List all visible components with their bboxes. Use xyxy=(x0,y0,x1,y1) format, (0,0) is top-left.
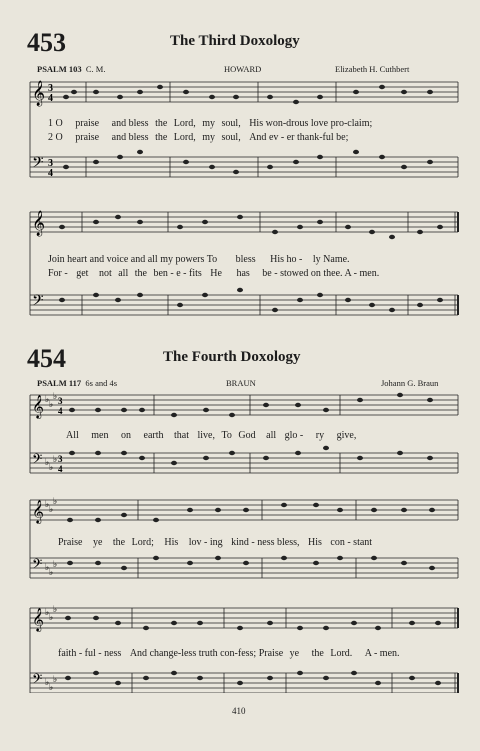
syllable: His xyxy=(307,537,322,548)
syllable: on xyxy=(310,268,321,279)
syllable: my xyxy=(202,118,216,129)
syllable: ry xyxy=(315,430,325,441)
syllable: er xyxy=(286,132,295,143)
meter: 6s and 4s xyxy=(85,378,118,388)
verse-2 xyxy=(48,132,348,143)
svg-text:♭: ♭ xyxy=(45,562,50,572)
syllable: praise xyxy=(75,132,100,143)
svg-text:𝄞: 𝄞 xyxy=(32,499,44,523)
hymn-number: 454 xyxy=(27,344,66,373)
syllable: All xyxy=(66,430,79,441)
syllable: that xyxy=(174,430,189,441)
syllable: Lord, xyxy=(173,132,196,143)
svg-text:𝄢: 𝄢 xyxy=(32,451,43,470)
syllable: on xyxy=(121,430,131,441)
tune-name: BRAUN xyxy=(226,378,256,388)
syllable: the xyxy=(155,132,168,143)
syllable: has xyxy=(236,268,250,279)
hymn-number: 453 xyxy=(27,28,66,57)
syllable: all xyxy=(118,268,129,279)
svg-text:𝄢: 𝄢 xyxy=(32,292,44,313)
svg-text:𝄞: 𝄞 xyxy=(32,607,44,631)
syllable: pro-claim; xyxy=(330,118,373,129)
svg-text:4: 4 xyxy=(48,168,53,179)
syllable: bless, xyxy=(276,537,300,548)
syllable: earth xyxy=(143,430,164,441)
syllable: soul, xyxy=(221,132,241,143)
svg-text:4: 4 xyxy=(48,93,53,104)
syllable: ben - e - fits xyxy=(153,268,202,279)
syllable: soul, xyxy=(221,118,241,129)
syllable: the xyxy=(155,118,168,129)
syllable: not xyxy=(98,268,112,279)
svg-text:𝄞: 𝄞 xyxy=(32,394,44,418)
verse-1 xyxy=(48,118,372,129)
syllable: truth xyxy=(198,648,218,659)
syllable: and voice xyxy=(89,254,129,265)
syllable: 2 O xyxy=(48,132,63,143)
syllable: change-less xyxy=(149,648,197,659)
svg-text:3: 3 xyxy=(58,454,63,464)
syllable: Praise xyxy=(258,648,284,659)
music-system-5 xyxy=(0,598,480,693)
syllable: ly xyxy=(312,254,321,265)
hymn-454-line-3 xyxy=(58,648,400,659)
svg-text:♭: ♭ xyxy=(45,499,50,509)
svg-text:𝄞: 𝄞 xyxy=(32,81,46,106)
syllable: the xyxy=(311,648,324,659)
svg-text:♭: ♭ xyxy=(49,682,54,692)
syllable: God xyxy=(238,430,256,441)
hymn-454-line-1 xyxy=(66,430,356,441)
svg-text:♭: ♭ xyxy=(45,457,50,467)
svg-text:♭: ♭ xyxy=(45,607,50,617)
hymn-title: The Third Doxology xyxy=(170,33,300,49)
syllable: Name. xyxy=(323,254,350,265)
syllable: thee. xyxy=(323,268,343,279)
svg-text:♭: ♭ xyxy=(49,567,54,577)
syllable: bless xyxy=(235,254,256,265)
syllable: my powers xyxy=(160,254,205,265)
syllable: the xyxy=(134,268,147,279)
verse-2-line-2 xyxy=(48,268,379,279)
verse-1-line-2 xyxy=(48,254,350,265)
syllable: and xyxy=(130,254,146,265)
syllable: And xyxy=(249,132,267,143)
svg-text:3: 3 xyxy=(48,158,53,169)
syllable: For - xyxy=(48,268,68,279)
syllable: ev - xyxy=(268,132,285,143)
svg-text:♭: ♭ xyxy=(53,559,58,569)
syllable: His xyxy=(164,537,179,548)
syllable: praise xyxy=(75,118,100,129)
syllable: won-drous xyxy=(265,118,309,129)
syllable: love xyxy=(310,118,329,129)
syllable: To xyxy=(221,430,232,441)
svg-text:♭: ♭ xyxy=(53,496,58,506)
syllable: my xyxy=(202,132,216,143)
syllable: His xyxy=(270,254,285,265)
svg-text:4: 4 xyxy=(58,464,63,474)
syllable: give, xyxy=(336,430,357,441)
syllable: Lord; xyxy=(131,537,154,548)
syllable: Join xyxy=(48,254,65,265)
svg-text:♭: ♭ xyxy=(45,394,50,404)
hymn-454-line-2 xyxy=(58,537,372,548)
syllable: ho - xyxy=(286,254,303,265)
syllable: thank-ful xyxy=(297,132,334,143)
svg-text:♭: ♭ xyxy=(53,604,58,614)
syllable: A - men. xyxy=(344,268,380,279)
syllable: be - stowed xyxy=(262,268,309,279)
syllable: His xyxy=(249,118,264,129)
svg-text:4: 4 xyxy=(58,406,63,416)
syllable: ye xyxy=(92,537,103,548)
syllable: con - xyxy=(330,537,351,548)
syllable: And xyxy=(129,648,148,659)
syllable: ing xyxy=(209,537,223,548)
syllable: the xyxy=(112,537,126,548)
svg-text:3: 3 xyxy=(58,396,63,406)
meter: C. M. xyxy=(85,64,106,74)
syllable: Praise xyxy=(58,537,83,548)
syllable: Lord. xyxy=(330,648,353,659)
svg-text:𝄞: 𝄞 xyxy=(32,211,46,236)
syllable: To xyxy=(206,254,218,265)
syllable: Lord, xyxy=(173,118,196,129)
syllable: stant xyxy=(353,537,373,548)
svg-text:♭: ♭ xyxy=(45,677,50,687)
syllable: and bless xyxy=(111,118,149,129)
syllable: live, xyxy=(197,430,215,441)
syllable: all xyxy=(266,430,277,441)
syllable: and bless xyxy=(111,132,149,143)
syllable: kind - ness xyxy=(231,537,275,548)
page-number: 410 xyxy=(232,706,246,716)
svg-text:♭: ♭ xyxy=(49,399,54,409)
syllable: A - men. xyxy=(364,648,400,659)
syllable: ye xyxy=(289,648,300,659)
psalm-ref: PSALM 103 xyxy=(37,64,82,74)
svg-text:♭: ♭ xyxy=(53,391,58,401)
syllable: lov - xyxy=(188,537,208,548)
syllable: con-fess; xyxy=(220,648,257,659)
svg-text:♭: ♭ xyxy=(49,504,54,514)
svg-text:𝄢: 𝄢 xyxy=(32,671,43,690)
syllable: men xyxy=(91,430,109,441)
tune-name: HOWARD xyxy=(224,64,262,74)
hymn-title: The Fourth Doxology xyxy=(163,349,301,365)
author: Johann G. Braun xyxy=(381,378,439,388)
syllable: get xyxy=(76,268,89,279)
svg-text:𝄢: 𝄢 xyxy=(32,154,44,175)
author: Elizabeth H. Cuthbert xyxy=(335,64,410,74)
psalm-ref: PSALM 117 xyxy=(37,378,82,388)
svg-text:𝄢: 𝄢 xyxy=(32,556,43,575)
syllable: all xyxy=(147,254,158,265)
svg-text:3: 3 xyxy=(48,83,53,94)
svg-text:♭: ♭ xyxy=(53,454,58,464)
syllable: faith - ful - ness xyxy=(58,648,122,659)
svg-text:♭: ♭ xyxy=(49,462,54,472)
svg-text:♭: ♭ xyxy=(49,612,54,622)
syllable: He xyxy=(210,268,222,279)
syllable: glo - xyxy=(284,430,304,441)
syllable: heart xyxy=(67,254,88,265)
svg-text:♭: ♭ xyxy=(53,674,58,684)
syllable: be; xyxy=(336,132,349,143)
syllable: 1 O xyxy=(48,118,63,129)
